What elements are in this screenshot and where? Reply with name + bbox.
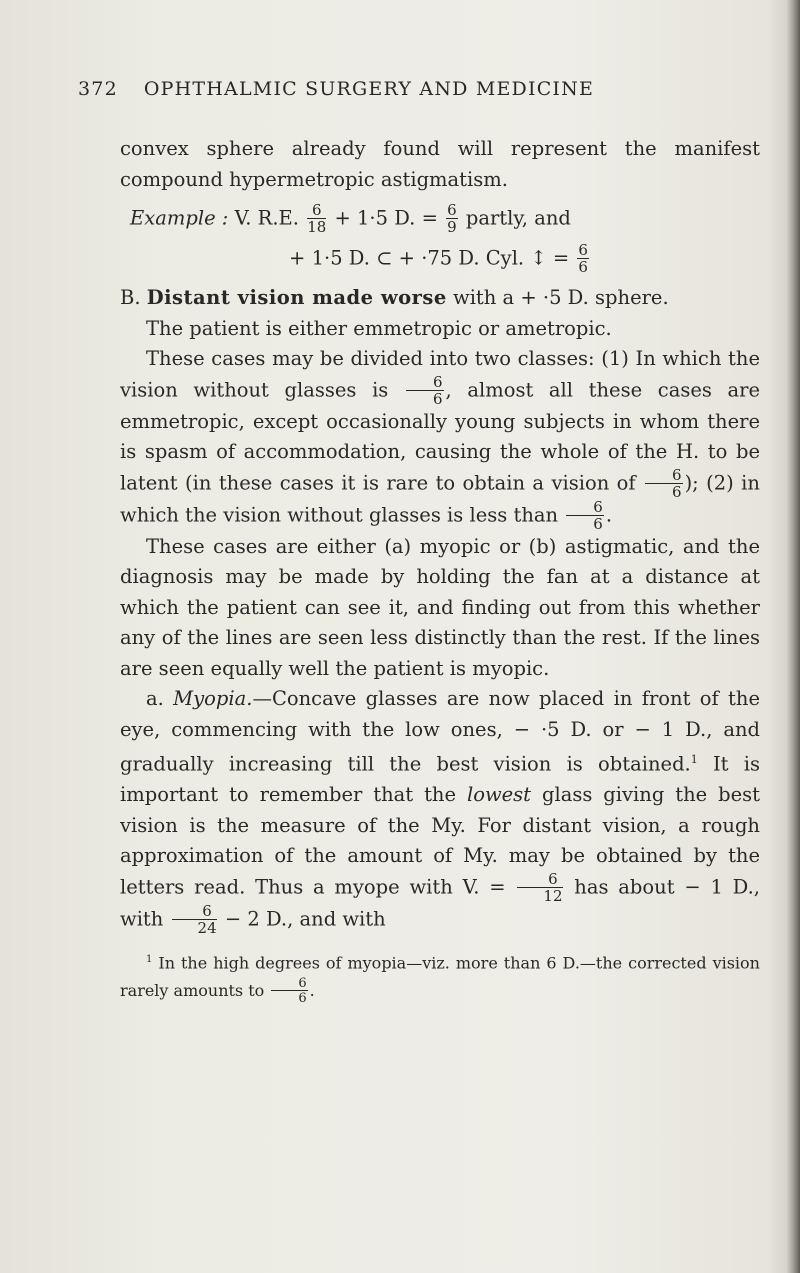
text: + 1·5 D. =	[334, 206, 438, 230]
page-number: 372	[78, 78, 118, 100]
numerator: 6	[172, 904, 217, 920]
text: convex sphere already found will represent the manifest compound hypermetropic astigmatism.	[120, 137, 760, 191]
text: V. R.E.	[234, 206, 299, 230]
denominator: 6	[672, 482, 682, 501]
text: .	[605, 503, 613, 526]
text: with a + ·5 D. sphere.	[453, 286, 669, 309]
example-label: Example :	[130, 206, 229, 230]
paragraph-intro	[120, 134, 760, 195]
section-b-heading	[120, 283, 760, 314]
denominator: 24	[197, 918, 217, 937]
denominator: 9	[447, 218, 457, 236]
text: These cases may be divided into two classes: (1) In which the vision without glasses is	[120, 347, 760, 401]
text: It is important to remember that the	[120, 752, 760, 806]
example-line-2	[120, 243, 760, 275]
footnote-text: .	[309, 980, 315, 1000]
section-heading: Distant vision made worse	[146, 286, 447, 309]
fraction	[307, 203, 326, 235]
text: − 2 D., and with	[224, 907, 386, 930]
numerator: 6	[447, 201, 457, 219]
footnote-marker: 1	[690, 753, 698, 766]
text: The patient is either emmetropic or ametropic.	[146, 316, 612, 340]
denominator: 18	[307, 218, 327, 236]
text: partly, and	[465, 206, 571, 230]
numerator: 6	[578, 241, 588, 259]
denominator: 6	[593, 514, 603, 533]
footnote	[120, 946, 760, 1006]
numerator: 6	[406, 375, 444, 391]
numerator: 6	[271, 977, 307, 991]
paragraph-emmetropic	[120, 314, 760, 345]
numerator: 6	[645, 468, 683, 484]
numerator: 6	[517, 872, 562, 888]
fraction	[517, 869, 563, 905]
paragraph-classes	[120, 344, 760, 532]
paragraph-myopic-astigmatic	[120, 532, 760, 685]
fraction	[645, 465, 683, 501]
text: These cases are either (a) myopic or (b) astigmatic, and the diagnosis may be made by holding the fan at a distance at which the patient can see it, and finding out from this whether any of the lines are seen less distinctly than the rest. If the lines are seen equally well the patient is myopic.	[120, 534, 760, 680]
footnote-number: 1	[146, 953, 153, 965]
subsection-title: Myopia.	[173, 687, 253, 710]
footnote-text: In the high degrees of myopia—viz. more than 6 D.—the corrected vision rarely amounts to	[120, 952, 760, 1000]
numerator: 6	[307, 203, 326, 219]
text: + 1·5 D. ⊂ + ·75 D. Cyl. ↕ =	[289, 246, 570, 270]
numerator: 6	[566, 500, 604, 516]
fraction	[446, 203, 458, 235]
section-label: B.	[120, 286, 141, 309]
denominator: 6	[298, 991, 307, 1007]
paragraph-myopia	[120, 684, 760, 936]
text: glass giving the best vision is the measure of the My. For distant vision, a rough approximation of the amount of My. may be obtained by the letters read. Thus a myope with V. =	[120, 783, 760, 898]
emphasis: lowest	[466, 783, 532, 806]
fraction	[172, 901, 217, 937]
text: —Concave glasses are now placed in front of the eye, commencing with the low ones, − ·5 D. or − 1 D., and gradually increasing till the best vision is obtained.	[120, 687, 760, 776]
page-edge	[786, 0, 800, 1273]
fraction	[577, 243, 589, 275]
denominator: 12	[543, 886, 563, 905]
fraction	[566, 497, 604, 533]
page-body	[120, 134, 760, 1005]
subsection-label: a.	[146, 687, 164, 710]
text: , almost all these cases are emmetropic, except occasionally young subjects in whom there is spasm of accommodation, causing the whole of the H. to be latent (in these cases it is rare to obtain a vision of	[120, 378, 761, 494]
text: has about − 1 D., with	[120, 875, 760, 930]
denominator: 6	[578, 258, 588, 276]
denominator: 6	[432, 389, 443, 408]
example-line-1	[120, 203, 760, 235]
fraction	[406, 372, 444, 408]
running-head	[78, 78, 758, 100]
fraction	[271, 977, 307, 1005]
running-title: OPHTHALMIC SURGERY AND MEDICINE	[143, 78, 595, 100]
text: ); (2) in which the vision without glasses is less than	[120, 471, 760, 526]
